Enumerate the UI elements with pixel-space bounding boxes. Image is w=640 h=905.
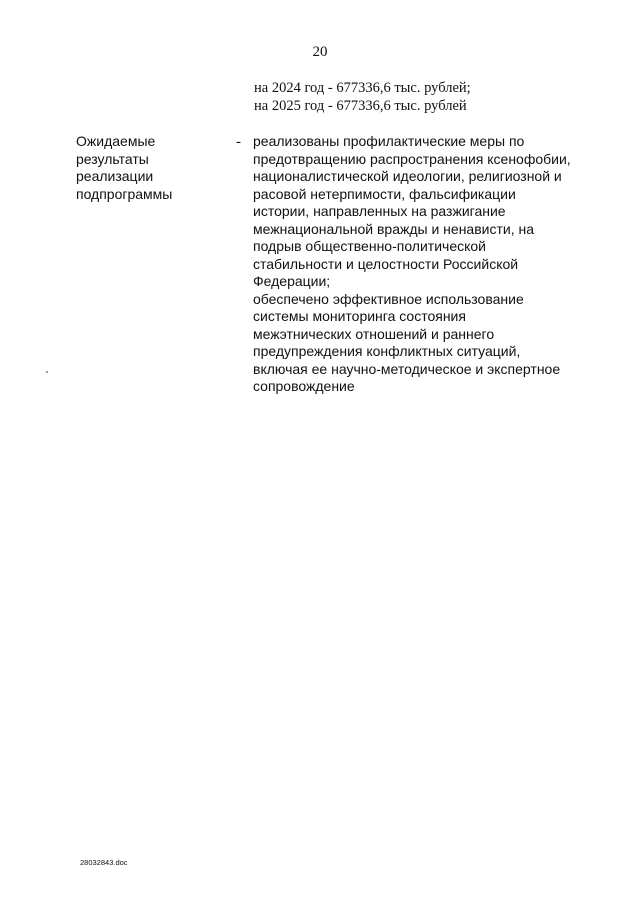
- result-line: расовой нетерпимости, фальсификации: [253, 185, 516, 202]
- result-line: системы мониторинга состояния: [253, 308, 466, 324]
- label-line: подпрограммы: [76, 185, 173, 202]
- label-line: Ожидаемые: [76, 133, 156, 149]
- expected-results-label: [76, 133, 172, 203]
- result-line: реализованы профилактические меры по: [253, 133, 525, 149]
- result-line: обеспечено эффективное использование: [253, 290, 524, 307]
- result-line: межэтнических отношений и раннего: [253, 325, 495, 342]
- result-line: стабильности и целостности Российской: [253, 255, 519, 272]
- scan-speck: [46, 371, 48, 373]
- result-line: подрыв общественно-политической: [253, 238, 486, 254]
- result-line: включая ее научно-методическое и экспертное: [253, 360, 561, 377]
- result-line: националистической идеологии, религиозной и: [253, 168, 562, 184]
- expected-results-text: [253, 133, 571, 396]
- funding-line-2024: на 2024 год - 677336,6 тыс. рублей;: [254, 80, 471, 96]
- funding-lines: [254, 79, 471, 115]
- result-line: предотвращению распространения ксенофобии,: [253, 150, 571, 167]
- result-line: предупреждения конфликтных ситуаций,: [253, 343, 521, 359]
- label-line: реализации: [76, 168, 154, 184]
- result-line: межнациональной вражды и ненависти, на: [253, 220, 534, 237]
- page-number: 20: [312, 44, 328, 60]
- label-line: результаты: [76, 150, 149, 167]
- result-line: сопровождение: [253, 378, 355, 394]
- funding-line-2025: на 2025 год - 677336,6 тыс. рублей: [254, 98, 467, 114]
- list-dash: -: [236, 134, 241, 150]
- result-line: Федерации;: [253, 273, 331, 289]
- result-line: истории, направленных на разжигание: [253, 203, 506, 219]
- file-name: 28032843.doc: [80, 858, 128, 867]
